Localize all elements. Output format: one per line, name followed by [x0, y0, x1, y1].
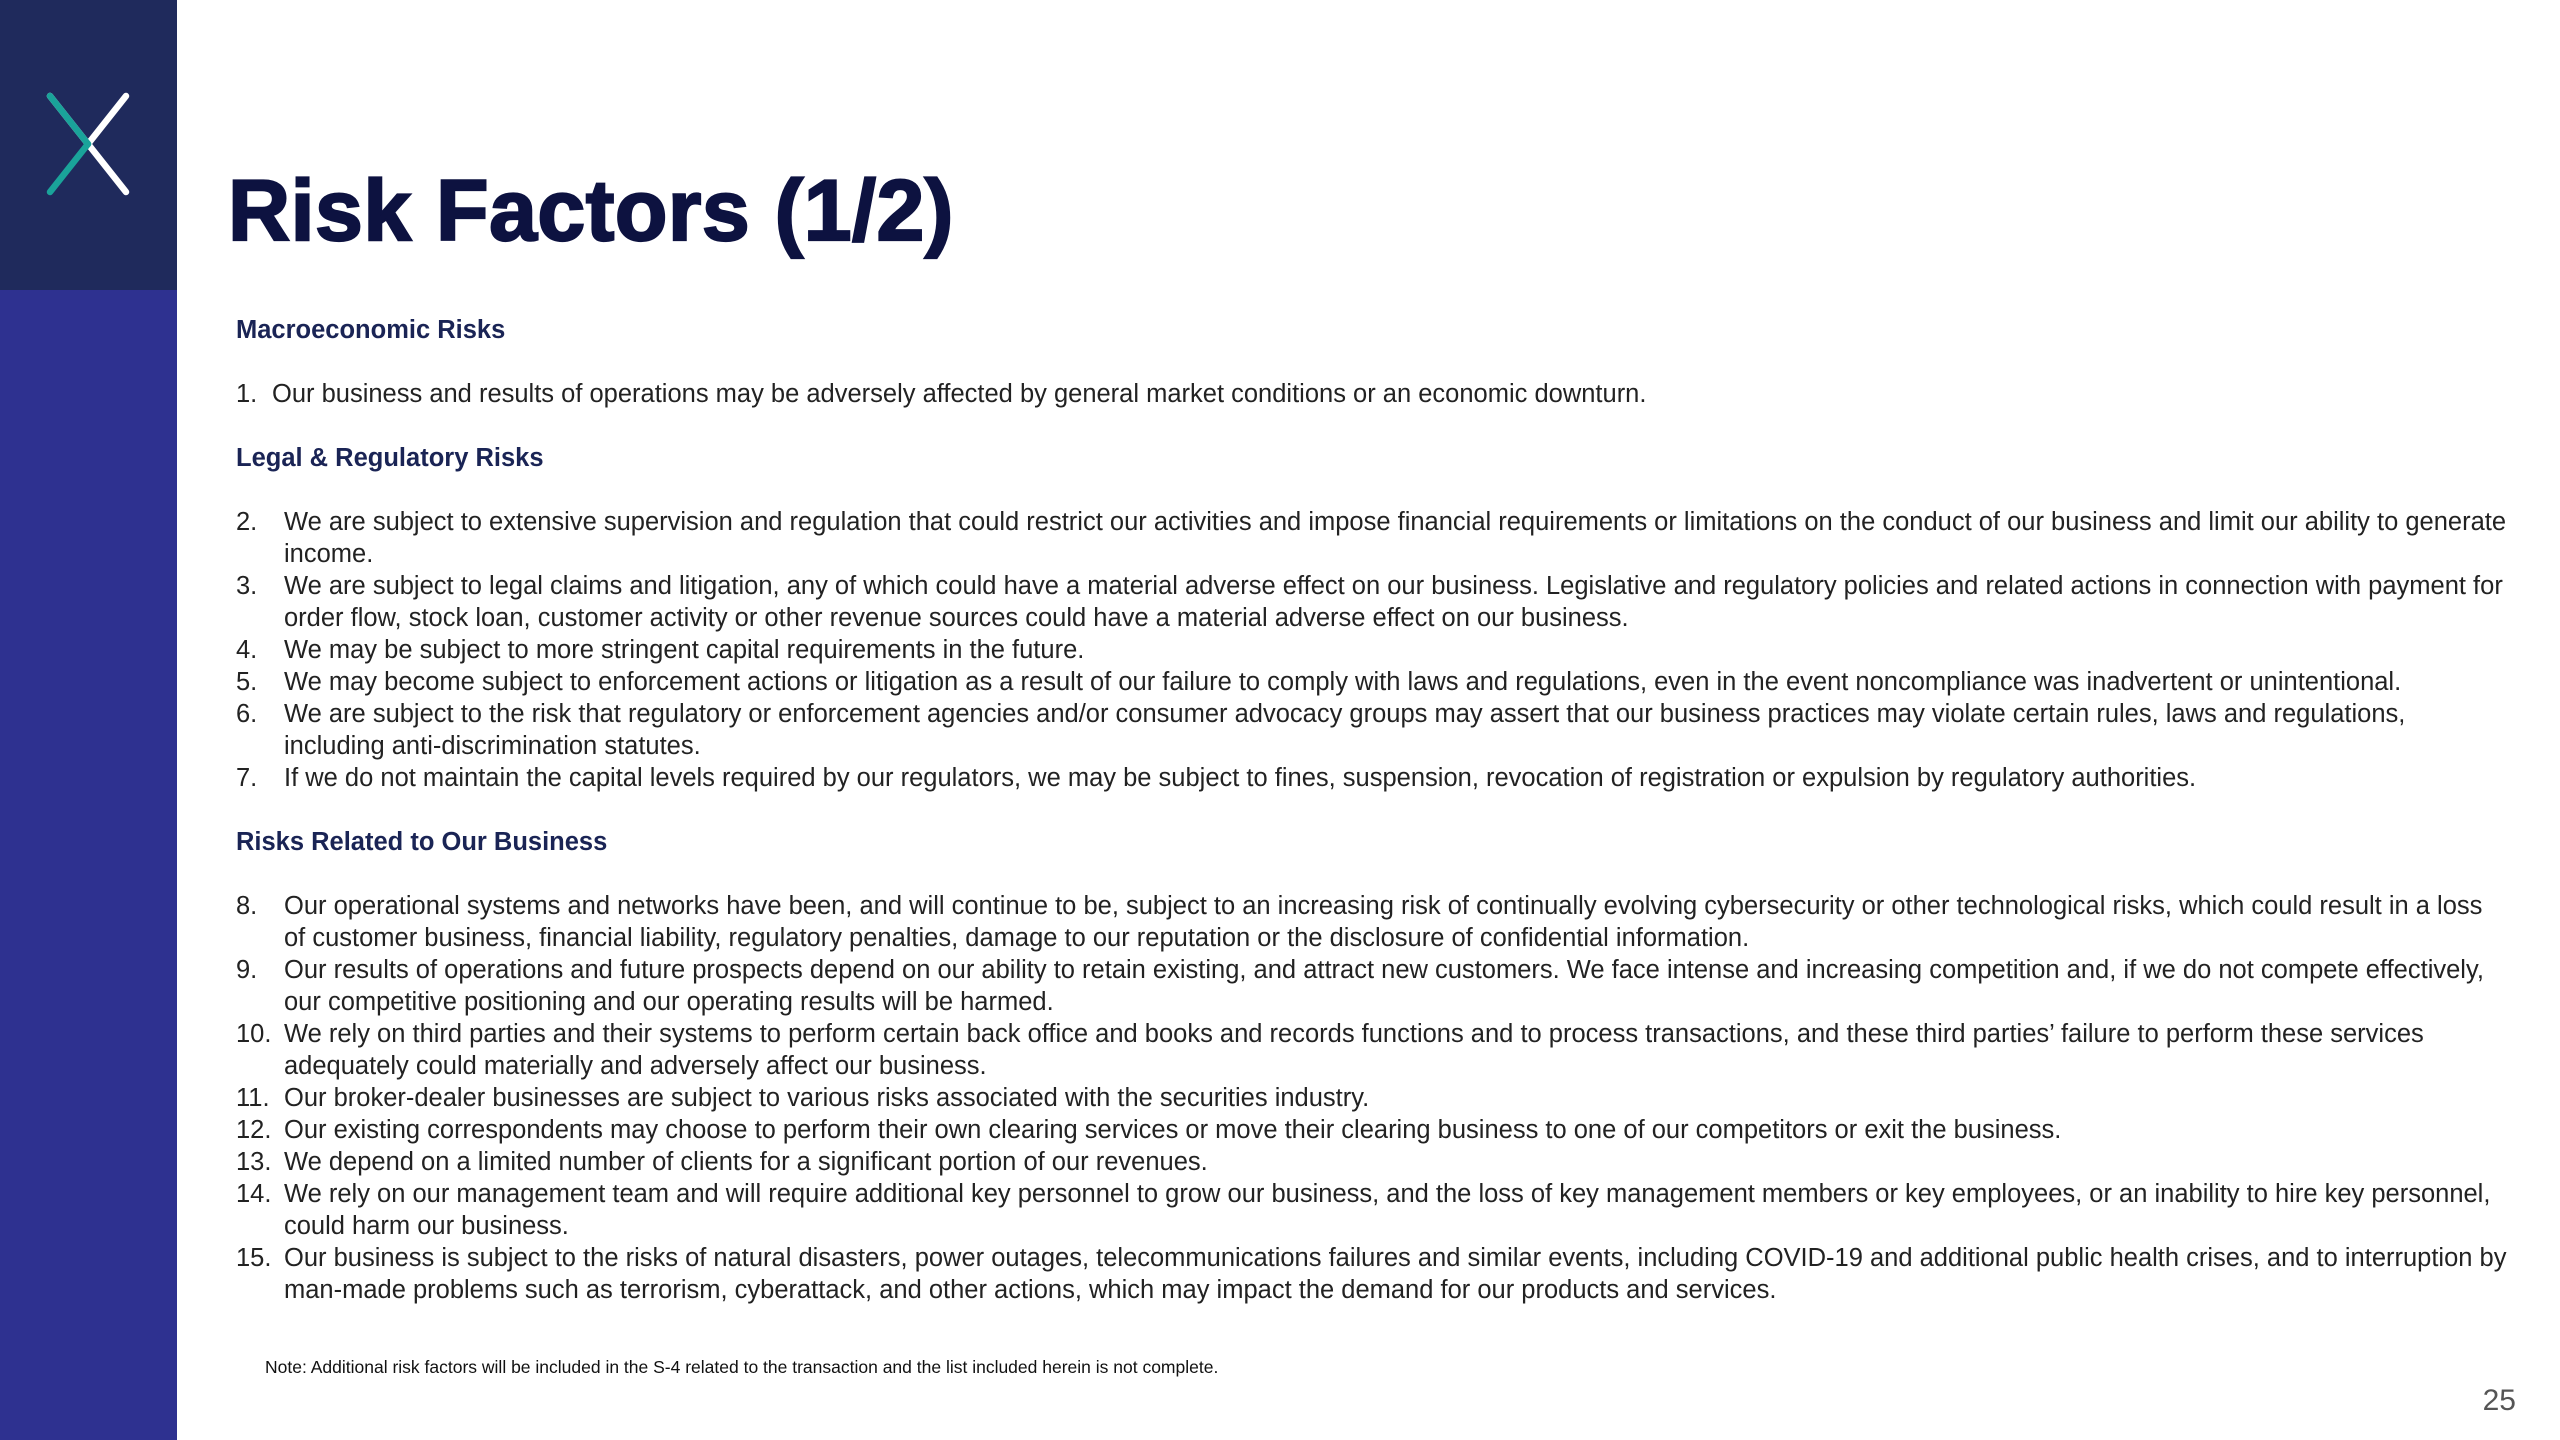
- footnote: Note: Additional risk factors will be included in the S-4 related to the transaction and the list included herein is not complete.: [265, 1357, 1219, 1377]
- list-item: [236, 698, 2508, 762]
- list-item: [236, 1178, 2508, 1242]
- list-item: [236, 1018, 2508, 1082]
- item-text: Our business and results of operations may be adversely affected by general market conditions or an economic downturn.: [272, 380, 1647, 408]
- page-number: 25: [2482, 1384, 2516, 1417]
- item-text: If we do not maintain the capital levels required by our regulators, we may be subject to fines, suspension, revocation of registration or expulsion by regulatory authorities.: [284, 764, 2197, 792]
- item-text: Our broker-dealer businesses are subject to various risks associated with the securities industry.: [284, 1084, 1370, 1112]
- list-item: [236, 634, 2508, 666]
- item-number: 3.: [236, 572, 258, 600]
- list-item: [236, 570, 2508, 634]
- list-item: [236, 666, 2508, 698]
- item-number: 14.: [236, 1180, 272, 1208]
- item-number: 12.: [236, 1116, 272, 1144]
- item-number: 4.: [236, 636, 258, 664]
- page-title: Risk Factors (1/2): [228, 163, 954, 259]
- item-text: We are subject to legal claims and litigation, any of which could have a material adverse effect on our business. Legislative and regulatory policies and related actions in connection with payment for order flow, stock loan, customer activity or other revenue sources could have a material adverse effect on our business.: [284, 572, 2503, 632]
- item-number: 15.: [236, 1244, 272, 1272]
- item-text: Our business is subject to the risks of natural disasters, power outages, telecommunications failures and similar events, including COVID-19 and additional public health crises, and to interruption by man-made problems such as terrorism, cyberattack, and other actions, which may impact the demand for our products and services.: [284, 1244, 2507, 1304]
- item-text: We are subject to extensive supervision and regulation that could restrict our activities and impose financial requirements or limitations on the conduct of our business and limit our ability to generate income.: [284, 508, 2507, 568]
- item-text: We may be subject to more stringent capital requirements in the future.: [284, 636, 1085, 664]
- list-item: [236, 954, 2508, 1018]
- item-number: 9.: [236, 956, 258, 984]
- list-item: [236, 762, 2508, 794]
- list-item: [236, 506, 2508, 570]
- item-text: We depend on a limited number of clients for a significant portion of our revenues.: [284, 1148, 1208, 1176]
- item-number: 6.: [236, 700, 258, 728]
- list-item: [236, 890, 2508, 954]
- section-heading-macroeconomic: Macroeconomic Risks: [236, 316, 506, 344]
- item-text: We rely on third parties and their systems to perform certain back office and books and records functions and to process transactions, and these third parties’ failure to perform these services adequately could materially and adversely affect our business.: [284, 1020, 2424, 1080]
- item-number: 5.: [236, 668, 258, 696]
- item-number: 7.: [236, 764, 258, 792]
- x-logo-icon: [44, 92, 132, 198]
- item-number: 13.: [236, 1148, 272, 1176]
- logo-panel: [0, 0, 177, 290]
- list-item: [236, 1242, 2508, 1306]
- item-number: 8.: [236, 892, 258, 920]
- item-number: 2.: [236, 508, 258, 536]
- item-number: 11.: [236, 1084, 270, 1112]
- risk-factor-list: [236, 314, 2508, 1306]
- item-number: 10.: [236, 1020, 272, 1048]
- item-text: Our operational systems and networks have been, and will continue to be, subject to an increasing risk of continually evolving cybersecurity or other technological risks, which could result in a loss of customer business, financial liability, regulatory penalties, damage to our reputation or the disclosure of confidential information.: [284, 892, 2483, 952]
- list-item: [236, 1114, 2508, 1146]
- item-text: We are subject to the risk that regulatory or enforcement agencies and/or consumer advocacy groups may assert that our business practices may violate certain rules, laws and regulations, including anti-discrimination statutes.: [284, 700, 2406, 760]
- section-heading-legal-regulatory: Legal & Regulatory Risks: [236, 444, 544, 472]
- item-number: 1.: [236, 380, 258, 408]
- item-text: We rely on our management team and will require additional key personnel to grow our business, and the loss of key management members or key employees, or an inability to hire key personnel, could harm our business.: [284, 1180, 2491, 1240]
- item-text: Our existing correspondents may choose to perform their own clearing services or move their clearing business to one of our competitors or exit the business.: [284, 1116, 2062, 1144]
- list-item: [236, 1082, 2508, 1114]
- item-text: We may become subject to enforcement actions or litigation as a result of our failure to comply with laws and regulations, even in the event noncompliance was inadvertent or unintentional.: [284, 668, 2402, 696]
- item-text: Our results of operations and future prospects depend on our ability to retain existing, and attract new customers. We face intense and increasing competition and, if we do not compete effectively, our competitive positioning and our operating results will be harmed.: [284, 956, 2484, 1016]
- list-item: [236, 1146, 2508, 1178]
- section-heading-business: Risks Related to Our Business: [236, 828, 608, 856]
- list-item: [236, 378, 2508, 410]
